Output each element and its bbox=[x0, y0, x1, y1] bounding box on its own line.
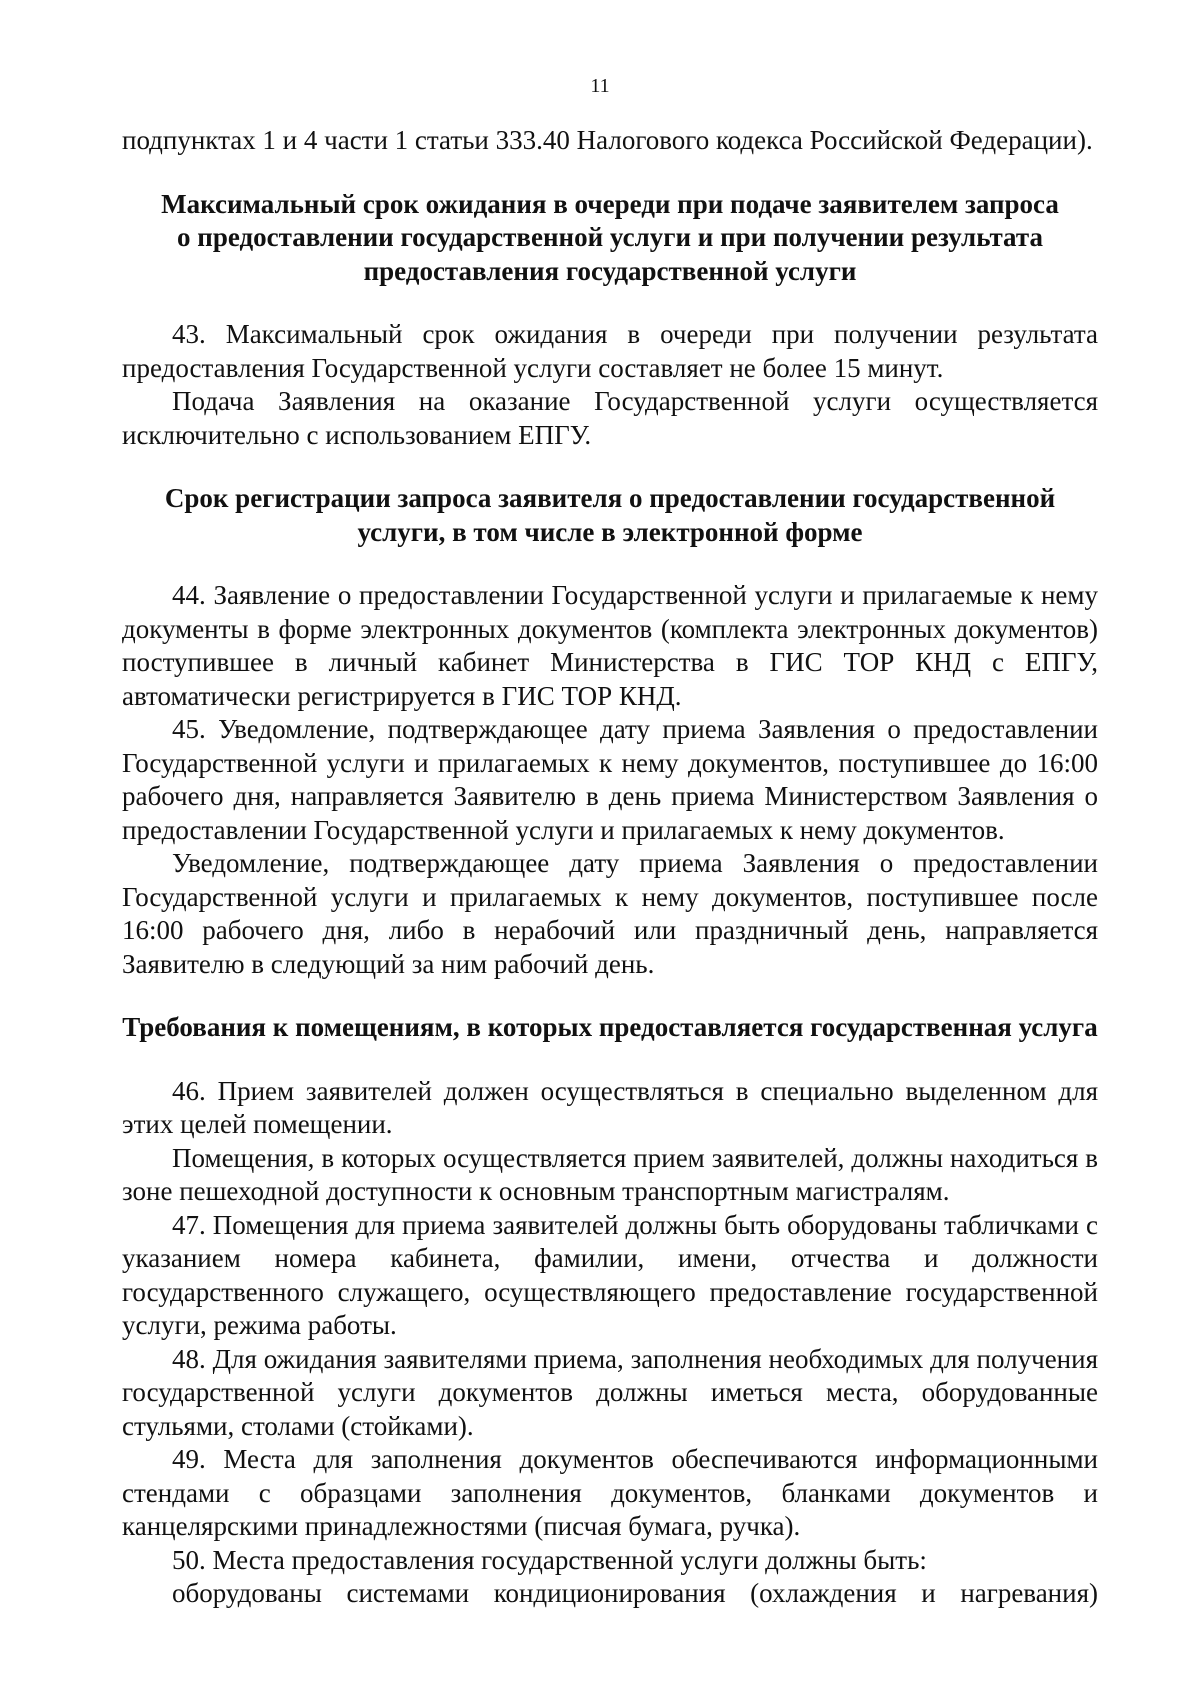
paragraph-notification: Уведомление, подтверждающее дату приема Заявления о предоставлении Государственной услуги и прилагаемых к нему документов, поступившее после 16:00 рабочего дня, либо в нерабочий или праздничный день, направляется Заявителю в следующий за ним рабочий день. bbox=[122, 848, 1098, 979]
paragraph-49: 49. Места для заполнения документов обеспечиваются информационными стендами с образцами заполнения документов, бланками документов и канцелярскими принадлежностями (писчая бумага, ручка). bbox=[122, 1444, 1098, 1541]
heading-line: о предоставлении государственной услуги и при получении результата bbox=[177, 222, 1043, 252]
paragraph-46: 46. Прием заявителей должен осуществляться в специально выделенном для этих целей помещении. bbox=[122, 1075, 1098, 1139]
heading-line: Требования к помещениям, в которых предоставляется государственная услуга bbox=[122, 1012, 1098, 1042]
paragraph-premises-location: Помещения, в которых осуществляется прием заявителей, должны находиться в зоне пешеходной доступности к основным транспортным магистралям. bbox=[122, 1142, 1098, 1206]
paragraph-44: 44. Заявление о предоставлении Государственной услуги и прилагаемые к нему документы в форме электронных документов (комплекта электронных документов) поступившее в личный кабинет Министерства в ГИС ТОР КНД с ЕПГУ, автоматически регистрируется в ГИС ТОР КНД. bbox=[122, 580, 1098, 711]
paragraph-list-item: оборудованы системами кондиционирования (охлаждения и нагревания) bbox=[172, 1578, 1098, 1608]
heading-line: предоставления государственной услуги bbox=[363, 255, 857, 286]
paragraph-45: 45. Уведомление, подтверждающее дату приема Заявления о предоставлении Государственной услуги и прилагаемых к нему документов, поступившее до 16:00 рабочего дня, направляется Заявителю в день приема Министерством Заявления о предоставлении Государственной услуги и прилагаемых к нему документов. bbox=[122, 714, 1098, 845]
paragraph-47: 47. Помещения для приема заявителей должны быть оборудованы табличками с указанием номера кабинета, фамилии, имени, отчества и должности государственного служащего, осуществляющего предоставление государственной услуги, режима работы. bbox=[122, 1209, 1098, 1340]
paragraph-continuation: подпунктах 1 и 4 части 1 статьи 333.40 Налогового кодекса Российской Федерации). bbox=[122, 125, 1093, 155]
section-heading-premises-requirements bbox=[122, 1011, 1098, 1045]
document-body bbox=[122, 124, 1098, 1611]
section-heading-registration-term bbox=[122, 482, 1098, 549]
paragraph-43: 43. Максимальный срок ожидания в очереди при получении результата предоставления Государственной услуги составляет не более 15 минут. bbox=[122, 319, 1098, 383]
section-heading-waiting-time bbox=[122, 188, 1098, 289]
page-number: 11 bbox=[590, 75, 610, 97]
paragraph-50: 50. Места предоставления государственной услуги должны быть: bbox=[172, 1544, 927, 1575]
heading-line: услуги, в том числе в электронной форме bbox=[357, 516, 863, 547]
paragraph-application-submission: Подача Заявления на оказание Государственной услуги осуществляется исключительно с использованием ЕПГУ. bbox=[122, 386, 1098, 450]
heading-line: Срок регистрации запроса заявителя о предоставлении государственной bbox=[164, 483, 1056, 513]
heading-line: Максимальный срок ожидания в очереди при подаче заявителем запроса bbox=[161, 188, 1059, 219]
paragraph-48: 48. Для ожидания заявителями приема, заполнения необходимых для получения государственной услуги документов должны иметься места, оборудованные стульями, столами (стойками). bbox=[122, 1343, 1098, 1441]
